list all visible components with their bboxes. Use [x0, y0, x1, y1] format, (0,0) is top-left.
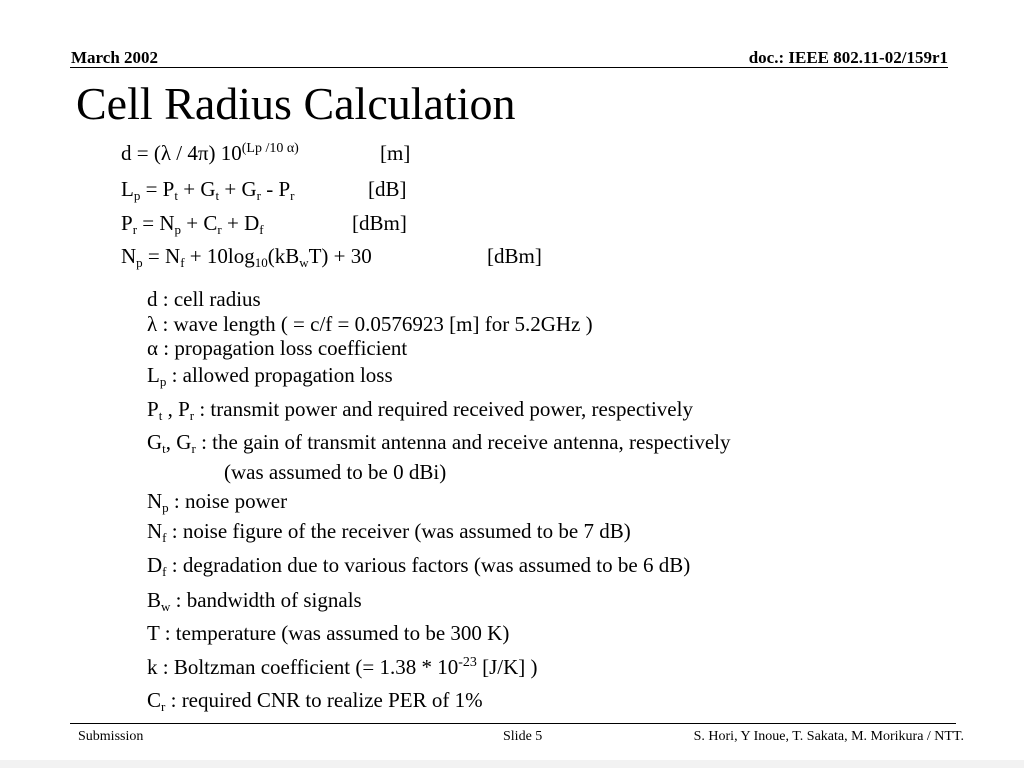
- slide-title: Cell Radius Calculation: [76, 78, 516, 129]
- unit-db: [dB]: [368, 177, 407, 201]
- equation-noise-power: $N_p = N_f + 10\log_{10}(kB_wT) + 30$: [121, 244, 372, 270]
- def-k: k : Boltzman coefficient (= $1.38 * 10^{-23}$ [J/K] ): [147, 655, 538, 679]
- equation-propagation-loss: $L_p = P_t + G_t + G_r - P_r$: [121, 177, 295, 203]
- def-nf: $N_f$ : noise figure of the receiver (was assumed to be 7 dB): [147, 519, 631, 545]
- bottom-strip: [0, 760, 1024, 768]
- equation-received-power: $P_r = N_p + C_r + D_f$: [121, 211, 264, 237]
- unit-m: [m]: [380, 141, 411, 165]
- header-date: March 2002: [71, 48, 159, 67]
- equation-cell-radius: d = (λ / 4π) $10^{(Lp /10 \alpha)}$: [121, 141, 299, 165]
- unit-dbm-2: [dBm]: [487, 244, 542, 268]
- def-pt-pr: $P_t$ , $P_r$ : transmit power and required received power, respectively: [147, 397, 693, 423]
- def-np: $N_p$ : noise power: [147, 489, 288, 515]
- footer-authors: S. Hori, Y Inoue, T. Sakata, M. Morikura / NTT.: [693, 729, 964, 744]
- def-lambda: λ : wave length ( = c/f = 0.0576923 [m] for 5.2GHz ): [147, 312, 593, 336]
- def-t: T : temperature (was assumed to be 300 K): [147, 621, 510, 645]
- def-cr: $C_r$ : required CNR to realize PER of 1%: [147, 688, 483, 714]
- def-gt-gr: $G_t$, $G_r$ : the gain of transmit antenna and receive antenna, respectively: [147, 430, 731, 456]
- header-doc-id: doc.: IEEE 802.11-02/159r1: [748, 48, 948, 67]
- def-gt-note: (was assumed to be 0 dBi): [224, 460, 447, 484]
- def-d: d : cell radius: [147, 287, 261, 311]
- def-bw: $B_w$ : bandwidth of signals: [147, 588, 362, 614]
- def-df: $D_f$ : degradation due to various factors (was assumed to be 6 dB): [147, 553, 691, 579]
- def-alpha: α : propagation loss coefficient: [147, 336, 408, 360]
- header-divider: [70, 67, 948, 68]
- footer-divider: [70, 723, 956, 724]
- footer-submission: Submission: [78, 729, 144, 744]
- unit-dbm-1: [dBm]: [352, 211, 407, 235]
- footer-slide-number: Slide 5: [503, 729, 543, 744]
- def-lp: $L_p$ : allowed propagation loss: [147, 363, 393, 389]
